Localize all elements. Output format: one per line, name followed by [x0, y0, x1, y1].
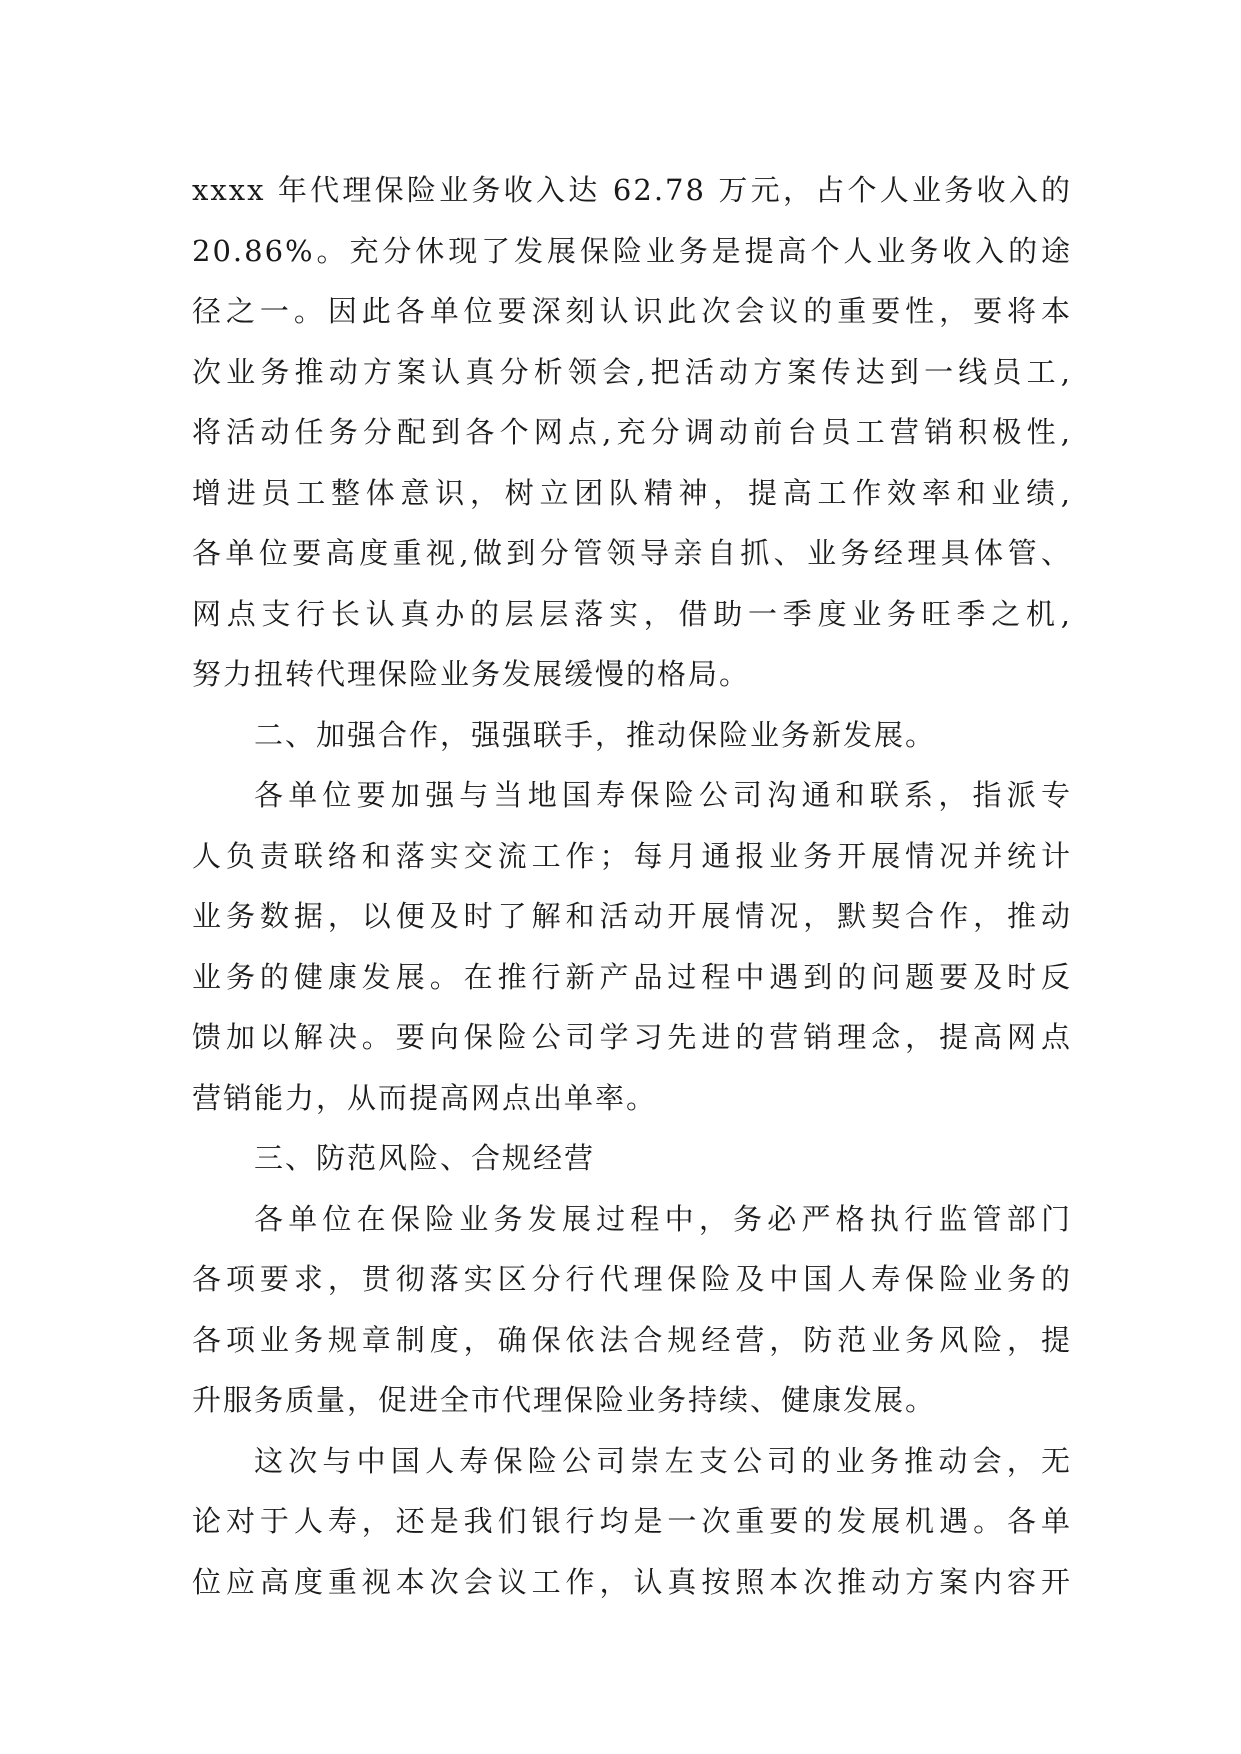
text-line: 径之一。因此各单位要深刻认识此次会议的重要性，要将本	[192, 294, 1072, 328]
text-line: 增进员工整体意识，树立团队精神，提高工作效率和业绩,	[192, 475, 1072, 510]
section-heading-2	[192, 705, 1072, 766]
paragraph-4	[192, 1431, 1072, 1613]
text-line: 次业务推动方案认真分析领会,把活动方案传达到一线员工,	[192, 354, 1072, 389]
text-line: 将活动任务分配到各个网点,充分调动前台员工营销积极性,	[192, 415, 1072, 449]
text-line: 20.86%。充分休现了发展保险业务是提高个人业务收入的途	[192, 233, 1072, 268]
text-line: 论对于人寿，还是我们银行均是一次重要的发展机遇。各单	[192, 1504, 1072, 1538]
text-line: 各项业务规章制度，确保依法合规经营，防范业务风险，提	[192, 1322, 1072, 1357]
text-line: 各单位要高度重视,做到分管领导亲自抓、业务经理具体管、	[192, 536, 1072, 570]
paragraph-1	[192, 160, 1072, 705]
text-line: 网点支行长认真办的层层落实，借助一季度业务旺季之机,	[192, 596, 1072, 631]
paragraph-3	[192, 1189, 1072, 1431]
heading-line: 二、加强合作，强强联手，推动保险业务新发展。	[254, 717, 937, 752]
document-body	[192, 160, 1072, 1612]
text-line: xxxx 年代理保险业务收入达 62.78 万元，占个人业务收入的	[192, 173, 1072, 207]
text-line: 这次与中国人寿保险公司崇左支公司的业务推动会，无	[254, 1443, 1072, 1478]
text-line: 各单位要加强与当地国寿保险公司沟通和联系，指派专	[254, 778, 1072, 812]
heading-line: 三、防范风险、合规经营	[254, 1141, 596, 1175]
text-line: 业务的健康发展。在推行新产品过程中遇到的问题要及时反	[192, 959, 1072, 994]
text-line: 人负责联络和落实交流工作；每月通报业务开展情况并统计	[192, 838, 1072, 873]
text-line: 努力扭转代理保险业务发展缓慢的格局。	[192, 657, 751, 691]
text-line: 位应高度重视本次会议工作，认真按照本次推动方案内容开	[192, 1564, 1072, 1599]
text-line: 业务数据，以便及时了解和活动开展情况，默契合作，推动	[192, 899, 1072, 933]
text-line: 馈加以解决。要向保险公司学习先进的营销理念，提高网点	[192, 1020, 1072, 1054]
text-line: 升服务质量，促进全市代理保险业务持续、健康发展。	[192, 1383, 937, 1417]
text-line: 各项要求，贯彻落实区分行代理保险及中国人寿保险业务的	[192, 1262, 1072, 1296]
section-heading-3	[192, 1128, 1072, 1189]
text-line: 营销能力，从而提高网点出单率。	[192, 1080, 658, 1115]
text-line: 各单位在保险业务发展过程中，务必严格执行监管部门	[254, 1201, 1072, 1236]
paragraph-2	[192, 765, 1072, 1128]
